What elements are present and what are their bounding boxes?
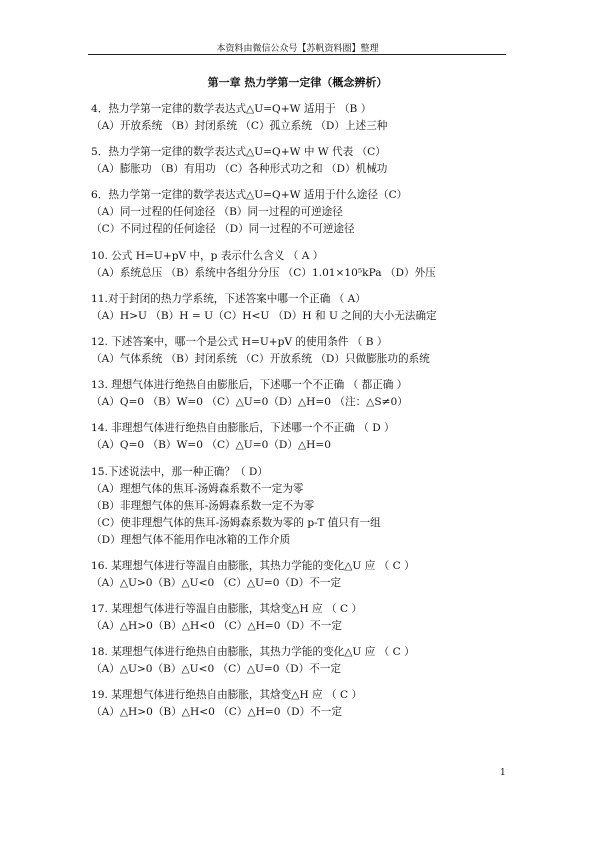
question-stem: 18. 某理想气体进行绝热自由膨胀，其热力学能的变化△U 应 （ C ） xyxy=(91,646,415,659)
question-item xyxy=(91,644,511,678)
question-item xyxy=(91,248,511,282)
question-list xyxy=(91,101,511,730)
question-options: （B）非理想气体的焦耳-汤姆森系数一定不为零 xyxy=(91,499,315,512)
question-options: （A）系统总压 （B）系统中各组分分压 （C）1.01×10⁵kPa （D）外压 xyxy=(91,266,436,279)
question-options: （C）不同过程的任何途径 （D）同一过程的不可逆途径 xyxy=(91,223,355,236)
question-item xyxy=(91,377,511,411)
question-options: （A）开放系统 （B）封闭系统 （C）孤立系统 （D）上述三种 xyxy=(91,120,388,132)
question-options: （A）理想气体的焦耳-汤姆森系数不一定为零 xyxy=(91,482,304,495)
question-stem: 11.对于封闭的热力学系统，下述答案中哪一个正确 （ A） xyxy=(91,292,366,305)
question-item xyxy=(91,334,511,368)
question-item xyxy=(91,464,511,549)
question-item xyxy=(91,601,511,635)
page-number: 1 xyxy=(500,768,506,778)
question-item xyxy=(91,144,511,178)
question-stem: 16. 某理想气体进行等温自由膨胀，其热力学能的变化△U 应 （ C ） xyxy=(91,559,415,572)
question-stem: 5．热力学第一定律的数学表达式△U=Q+W 中 W 代表 （C） xyxy=(91,146,386,159)
question-options: （A）Q=0 （B）W=0 （C）△U=0（D）△H=0 （注：△S≠0） xyxy=(91,396,408,409)
question-options: （D）理想气体不能用作电冰箱的工作介质 xyxy=(91,533,291,546)
question-options: （A）膨胀功 （B）有用功 （C）各种形式功之和 （D）机械功 xyxy=(91,163,388,176)
question-item xyxy=(91,420,511,454)
question-options: （A）气体系统 （B）封闭系统 （C）开放系统 （D）只做膨胀功的系统 xyxy=(91,352,430,365)
question-stem: 4．热力学第一定律的数学表达式△U=Q+W 适用于 （B ） xyxy=(91,103,372,115)
question-options: （A）△H>0（B）△H<0 （C）△H=0（D）不一定 xyxy=(91,706,342,719)
question-stem: 17. 某理想气体进行等温自由膨胀，其焓变△H 应 （ C ） xyxy=(91,602,363,615)
question-stem: 13. 理想气体进行绝热自由膨胀后，下述哪一个不正确 （ 都正确 ） xyxy=(91,379,408,392)
question-stem: 12. 下述答案中，哪一个是公式 H=U+pV 的使用条件 （ B ） xyxy=(91,335,388,348)
question-options: （A）△H>0（B）△H<0 （C）△H=0（D）不一定 xyxy=(91,619,342,632)
page-header: 本资料由微信公众号【苏帆资料圈】整理 xyxy=(216,44,379,54)
question-item xyxy=(91,687,511,721)
question-options: （A）同一过程的任何途径 （B）同一过程的可逆途径 xyxy=(91,206,343,219)
question-stem: 10. 公式 H=U+pV 中，p 表示什么含义 （ A ） xyxy=(91,249,324,262)
question-stem: 19. 某理想气体进行绝热自由膨胀，其焓变△H 应 （ C ） xyxy=(91,689,363,702)
question-stem: 6．热力学第一定律的数学表达式△U=Q+W 适用于什么途径（C） xyxy=(91,189,408,202)
question-stem: 14. 非理想气体进行绝热自由膨胀后，下述哪一个不正确 （ D ） xyxy=(91,422,395,435)
chapter-title: 第一章 热力学第一定律（概念辨析） xyxy=(207,76,388,89)
question-options: （A）Q=0 （B）W=0 （C）△U=0（D）△H=0 xyxy=(91,439,332,452)
question-options: （A）△U>0（B）△U<0 （C）△U=0（D）不一定 xyxy=(91,663,342,676)
question-stem: 15.下述说法中，那一种正确？（ D） xyxy=(91,465,269,478)
question-item xyxy=(91,558,511,592)
question-options: （C）使非理想气体的焦耳-汤姆森系数为零的 p-T 值只有一组 xyxy=(91,516,381,529)
question-item xyxy=(91,101,511,135)
question-options: （A）H>U （B）H = U（C）H<U （D）H 和 U 之间的大小无法确定 xyxy=(91,309,437,322)
header-divider xyxy=(88,54,506,55)
question-options: （A）△U>0（B）△U<0 （C）△U=0（D）不一定 xyxy=(91,576,342,589)
question-item xyxy=(91,187,511,238)
question-item xyxy=(91,291,511,325)
